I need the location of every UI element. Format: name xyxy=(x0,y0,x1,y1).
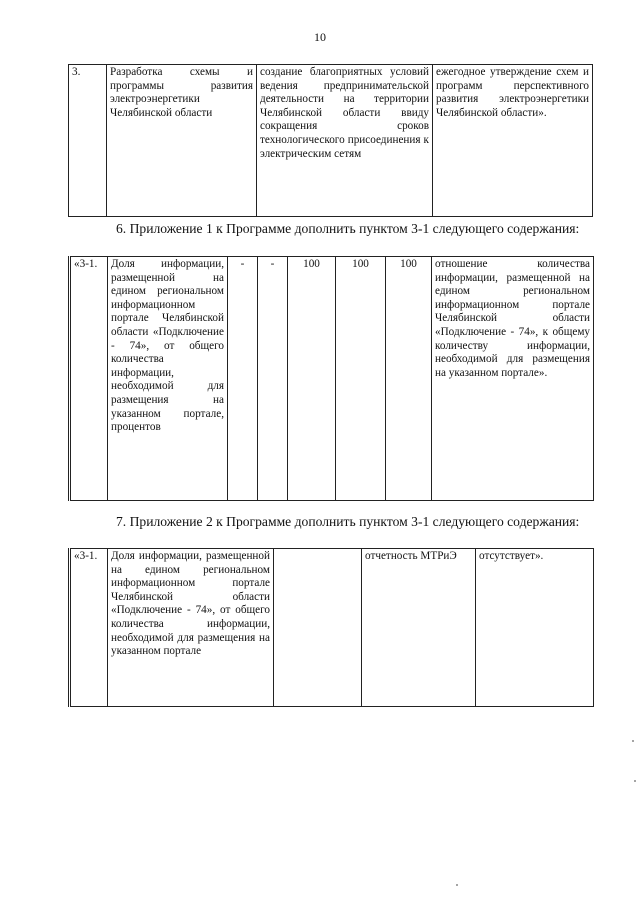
table-row xyxy=(70,549,594,707)
indicator-value-4: 100 xyxy=(336,257,386,501)
table-row xyxy=(69,65,593,217)
indicator-name: Доля информации, размещенной на едином региональном информационном портале Челябинской области «Подключение - 74», от общего количества информации, необходимой для размещения на указанном портале, процентов xyxy=(108,257,228,501)
source-note: отсутствует». xyxy=(476,549,594,707)
scan-speck xyxy=(456,884,458,886)
source-blank-cell xyxy=(274,549,362,707)
table-indicator-3-1 xyxy=(68,256,594,501)
paragraph-7 xyxy=(68,514,588,530)
source-reporting: отчетность МТРиЭ xyxy=(362,549,476,707)
table-indicator-source-3-1 xyxy=(68,548,594,707)
source-number: «3-1. xyxy=(70,549,108,707)
item-number: 3. xyxy=(69,65,107,217)
paragraph-7-text: 7. Приложение 2 к Программе дополнить пунктом 3-1 следующего содержания: xyxy=(116,514,580,529)
table-program-item-3 xyxy=(68,64,593,217)
source-indicator-name: Доля информации, размещенной на едином региональном информационном портале Челябинской области «Подключение - 74», от общего количества информации, необходимой для размещения на указанном портале xyxy=(108,549,274,707)
indicator-value-2: - xyxy=(258,257,288,501)
item-goal: создание благоприятных условий ведения предпринимательской деятельности на территории Челябинской области ввиду сокращения сроков технологического присоединения к электрическим сетям xyxy=(257,65,433,217)
indicator-value-1: - xyxy=(228,257,258,501)
paragraph-6 xyxy=(68,221,588,237)
scan-speck xyxy=(634,780,636,782)
item-result: ежегодное утверждение схем и программ перспективного развития электроэнергетики Челябинской области». xyxy=(433,65,593,217)
indicator-method: отношение количества информации, размещенной на едином региональном информационном портале Челябинской области «Подключение - 74», к общему количеству информации, необходимой для размещения на указанном портале». xyxy=(432,257,594,501)
table-row xyxy=(70,257,594,501)
scan-speck xyxy=(632,740,634,742)
paragraph-6-text: 6. Приложение 1 к Программе дополнить пунктом 3-1 следующего содержания: xyxy=(116,221,580,236)
indicator-value-5: 100 xyxy=(386,257,432,501)
indicator-number: «3-1. xyxy=(70,257,108,501)
page-number: 10 xyxy=(314,30,326,44)
item-name: Разработка схемы и программы развития электроэнергетики Челябинской области xyxy=(107,65,257,217)
indicator-value-3: 100 xyxy=(288,257,336,501)
